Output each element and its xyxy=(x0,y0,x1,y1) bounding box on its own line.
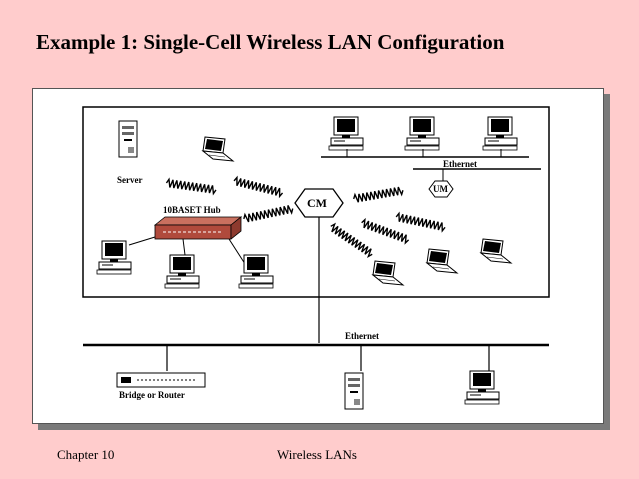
laptop-icon xyxy=(203,137,233,161)
bridge-label: Bridge or Router xyxy=(119,390,185,400)
svg-text:UM: UM xyxy=(433,184,448,194)
desktop-computer-icon xyxy=(483,117,517,150)
um-node xyxy=(429,181,453,197)
radio-wave-icon xyxy=(166,179,217,194)
cm-node xyxy=(295,189,343,217)
laptop-icon xyxy=(373,261,403,285)
footer-topic: Wireless LANs xyxy=(277,447,357,462)
radio-wave-icon xyxy=(353,186,404,203)
laptop-icon xyxy=(427,249,457,273)
desktop-computer-icon xyxy=(405,117,439,150)
network-diagram xyxy=(33,89,603,423)
server-tower-icon xyxy=(345,373,363,409)
hub-label: 10BASET Hub xyxy=(163,205,221,215)
ethernet-inner-label: Ethernet xyxy=(443,159,477,169)
desktop-computer-icon xyxy=(239,255,273,288)
hub-icon xyxy=(155,217,241,239)
desktop-computer-icon xyxy=(465,371,499,404)
radio-wave-icon xyxy=(233,177,283,197)
desktop-computer-icon xyxy=(165,255,199,288)
slide-title: Example 1: Single-Cell Wireless LAN Configuration xyxy=(36,30,505,54)
desktop-computer-icon xyxy=(329,117,363,150)
radio-wave-icon xyxy=(360,219,410,244)
server-label: Server xyxy=(117,175,143,185)
footer-chapter: Chapter 10 xyxy=(57,447,115,462)
radio-wave-icon xyxy=(395,213,446,231)
ethernet-main-label: Ethernet xyxy=(345,331,379,341)
server-icon xyxy=(119,121,137,157)
desktop-computer-icon xyxy=(97,241,131,274)
radio-wave-icon xyxy=(243,205,294,223)
laptop-icon xyxy=(481,239,511,263)
bridge-router-icon xyxy=(117,373,205,387)
diagram-panel xyxy=(32,88,604,424)
svg-text:CM: CM xyxy=(307,196,327,210)
